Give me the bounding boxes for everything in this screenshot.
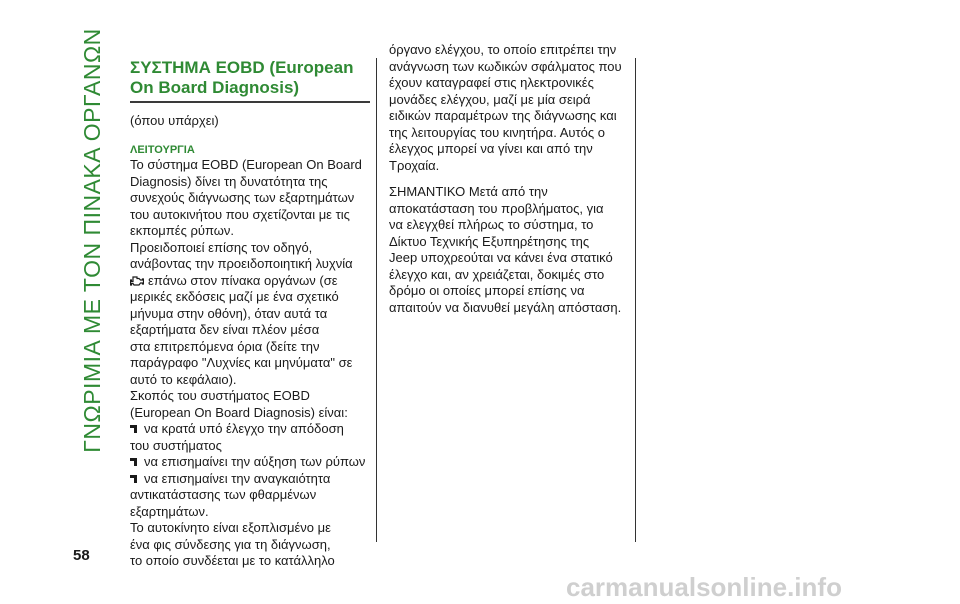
- text-line: του αυτοκινήτου που σχετίζονται με τις: [130, 206, 350, 222]
- text-line: μήνυμα στην οθόνη), όταν αυτά τα: [130, 305, 328, 321]
- column-divider: [376, 58, 377, 542]
- text-line-content: επάνω στον πίνακα οργάνων (σε: [148, 272, 338, 288]
- column-divider: [635, 58, 636, 542]
- text-line: όργανο ελέγχου, το οποίο επιτρέπει την: [389, 42, 617, 57]
- text-line: το οποίο συνδέεται με το κατάλληλο: [130, 553, 335, 568]
- column-left: [130, 58, 370, 570]
- paragraph-intro: [130, 157, 370, 240]
- bullet-item: [130, 421, 370, 438]
- engine-warning-icon: [130, 275, 144, 287]
- text-line: Δίκτυο Τεχνικής Εξυπηρέτησης της: [389, 233, 590, 249]
- chapter-side-title: [75, 27, 109, 453]
- text-line: εξαρτήματα δεν είναι πλέον μέσα: [130, 322, 320, 337]
- text-line: Τροχαία.: [389, 157, 440, 173]
- text-line: παράγραφο "Λυχνίες και μηνύματα" σε: [130, 355, 353, 370]
- text-line: συνεχούς διάγνωσης των εξαρτημάτων: [130, 190, 355, 205]
- text-line: έλεγχος μπορεί να γίνει και από την: [389, 141, 593, 156]
- text-line: ανάγνωση των κωδικών σφάλματος που: [389, 58, 622, 74]
- text-line: απαιτούν να διανυθεί μεγάλη απόσταση.: [389, 299, 622, 315]
- paragraph-warning: [130, 240, 370, 389]
- watermark: carmanualsonline.info: [566, 572, 842, 602]
- text-line: Diagnosis) δίνει τη δυνατότητα της: [130, 173, 328, 189]
- section-subtitle: (όπου υπάρχει): [130, 113, 219, 128]
- text-line: της λειτουργίας του κινητήρα. Αυτός ο: [389, 124, 605, 140]
- bullet-text: να επισημαίνει την αναγκαιότητα: [144, 470, 331, 486]
- text-line: (European On Board Diagnosis) είναι:: [130, 404, 348, 420]
- bullet-continuation: εξαρτημάτων.: [130, 503, 209, 519]
- bullet-continuation: αντικατάστασης των φθαρμένων: [130, 487, 317, 502]
- text-line: έλεγχο και, αν χρειάζεται, δοκιμές στο: [389, 266, 605, 282]
- text-line: έχουν καταγραφεί στις ηλεκτρονικές: [389, 75, 594, 90]
- bullet-text: να κρατά υπό έλεγχο την απόδοση: [144, 421, 344, 436]
- text-line: δρόμο οι οποίες μπορεί επίσης να: [389, 283, 585, 298]
- bullet-text: να επισημαίνει την αύξηση των ρύπων: [144, 454, 366, 469]
- section-title-line2: On Board Diagnosis): [130, 78, 300, 97]
- section-title-line1: ΣΥΣΤΗΜΑ EOBD (European: [130, 58, 354, 77]
- text-line: στα επιτρεπόμενα όρια (δείτε την: [130, 338, 320, 354]
- bullet-item: [130, 454, 370, 471]
- text-line: Jeep υποχρεούται να κάνει ένα στατικό: [389, 250, 613, 265]
- text-line: Το αυτοκίνητο είναι εξοπλισμένο με: [130, 520, 331, 535]
- bullet-icon: [130, 458, 138, 467]
- bullet-item: [130, 471, 370, 488]
- bullet-list: [130, 421, 370, 520]
- page-number: 58: [73, 547, 90, 564]
- bullet-continuation: του συστήματος: [130, 437, 222, 453]
- text-line: μονάδες ελέγχου, μαζί με μία σειρά: [389, 91, 591, 107]
- text-line: ειδικών παραμέτρων της διάγνωσης και: [389, 108, 617, 123]
- paragraph-diagnosis: [389, 42, 629, 174]
- paragraph-gap: [389, 174, 629, 184]
- text-line: ΣΗΜΑΝΤΙΚΟ Μετά από την: [389, 184, 548, 199]
- paragraph-connector: [130, 520, 370, 570]
- text-line-with-icon: [130, 273, 370, 290]
- paragraph-purpose: [130, 388, 370, 421]
- paragraph-important: [389, 184, 629, 316]
- text-line: Το σύστημα EOBD (European On Board: [130, 157, 362, 172]
- text-line: αυτό το κεφάλαιο).: [130, 371, 237, 387]
- text-line: μερικές εκδόσεις μαζί με ένα σχετικό: [130, 289, 339, 304]
- section-title: [130, 58, 370, 103]
- chapter-title-text: ΓΝΩΡΙΜΙΑ ΜΕ ΤΟΝ ΠΙΝΑΚΑ ΟΡΓΑΝΩΝ: [78, 27, 105, 453]
- text-line: εκπομπές ρύπων.: [130, 223, 234, 238]
- column-right: [389, 42, 629, 316]
- text-line: Σκοπός του συστήματος EOBD: [130, 388, 310, 403]
- text-line: ανάβοντας την προειδοποιητική λυχνία: [130, 256, 353, 271]
- bullet-icon: [130, 475, 138, 484]
- text-line: αποκατάσταση του προβλήματος, για: [389, 200, 604, 216]
- text-line: Προειδοποιεί επίσης τον οδηγό,: [130, 239, 313, 255]
- text-line: ένα φις σύνδεσης για τη διάγνωση,: [130, 536, 331, 552]
- function-label: ΛΕΙΤΟΥΡΓΙΑ: [130, 144, 195, 156]
- bullet-icon: [130, 425, 138, 434]
- text-line: να ελεγχθεί πλήρως το σύστημα, το: [389, 217, 594, 232]
